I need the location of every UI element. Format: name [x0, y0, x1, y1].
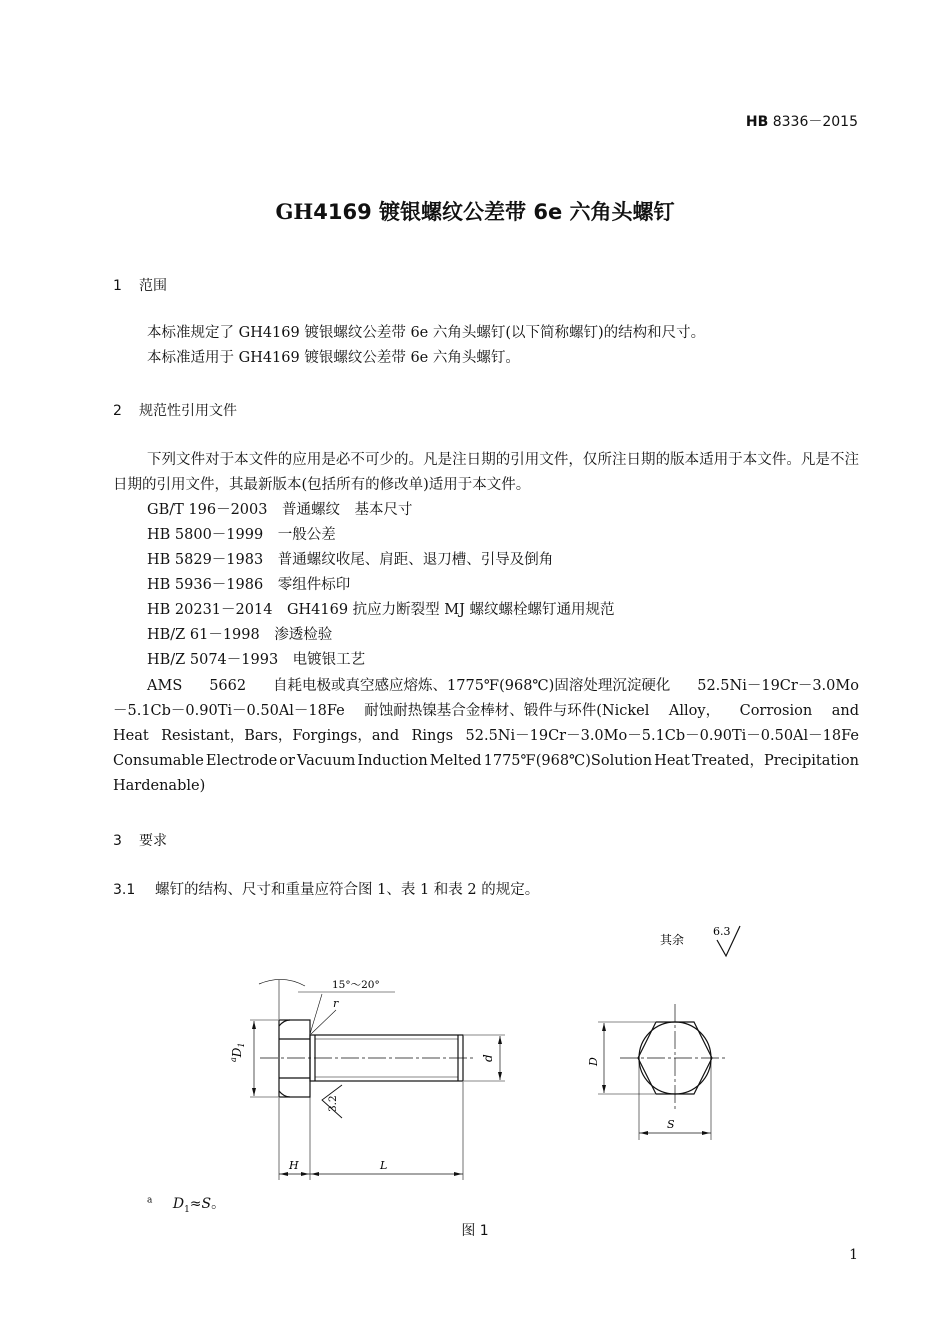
thread-diameter-label: d — [481, 1054, 495, 1062]
hex-dimension-arrows — [602, 1023, 710, 1135]
note-approx: ≈ — [189, 1196, 202, 1212]
ams-word: 52.5Ni－19Cr－3.0Mo－5.1Cb－0.90Ti－0.50Al－18Fe — [465, 728, 859, 744]
page-number: 1 — [849, 1247, 858, 1263]
fillet-radius-label: r — [333, 997, 339, 1010]
section-title: 范围 — [139, 278, 167, 294]
hex-width-label: S — [667, 1118, 675, 1131]
ams-word: Electrode — [205, 753, 278, 769]
bolt-head — [279, 1020, 310, 1097]
ams-word: Melted — [429, 753, 482, 769]
ams-word: Heat — [654, 753, 690, 769]
references-intro: 下列文件对于本文件的应用是必不可少的。凡是注日期的引用文件，仅所注日期的版本适用于本文件。凡是不注日期的引用文件，其最新版本(包括所有的修改单)适用于本文件。 — [113, 452, 859, 493]
standard-code-number: 8336－2015 — [768, 114, 858, 130]
ams-word: 52.5Ni－19Cr－3.0Mo — [697, 678, 859, 694]
clause-number: 3.1 — [113, 882, 136, 898]
title-prefix: GH — [275, 199, 314, 224]
scope-paragraph-1: 本标准规定了 GH4169 镀银螺纹公差带 6e 六角头螺钉(以下简称螺钉)的结构和尺寸。 — [147, 325, 706, 341]
ams-word: Corrosion — [739, 703, 813, 719]
ams-word: 5662 — [209, 678, 247, 694]
reference-item: HB/Z 5074－1993 电镀银工艺 — [147, 652, 366, 668]
roughness-value: 6.3 — [713, 925, 731, 938]
reference-item: HB 5800－1999 一般公差 — [147, 527, 336, 543]
section-title: 要求 — [139, 833, 167, 849]
ams-word: Vacuum — [296, 753, 356, 769]
ams-word: Hardenable) — [113, 778, 206, 794]
figure-note — [147, 1193, 225, 1215]
d1-sub: 1 — [237, 1042, 246, 1048]
ams-word: 1775℉(968℃)Solution — [483, 753, 653, 769]
ams-word: Resistant，Bars，Forgings，and — [161, 728, 400, 744]
roughness-3-2-label: 3.2 — [327, 1095, 339, 1112]
ams-word: 耐蚀耐热镍基合金棒材、锻件与环件(Nickel — [364, 703, 650, 719]
ams-word: and — [831, 703, 859, 719]
ams-word: Induction — [357, 753, 428, 769]
ams-word: Alloy， — [668, 703, 721, 719]
length-label: L — [380, 1159, 388, 1172]
roughness-remaining-label: 其余 — [660, 933, 685, 947]
d1-main: D — [230, 1047, 244, 1058]
clause-text: 螺钉的结构、尺寸和重量应符合图 1、表 1 和表 2 的规定。 — [155, 882, 540, 898]
note-s: S — [201, 1196, 212, 1212]
hex-end-view — [598, 1004, 728, 1140]
title-rest: 4169 镀银螺纹公差带 6e 六角头螺钉 — [313, 200, 675, 224]
ams-word: Treated，Precipitation — [691, 753, 859, 769]
d1-sup: a — [229, 1057, 238, 1062]
hex-diameter-label: D — [587, 1057, 600, 1066]
note-sub: 1 — [184, 1204, 190, 1215]
bolt-shank — [310, 1035, 463, 1081]
standard-code-prefix: HB — [745, 114, 769, 130]
scope-paragraph-2: 本标准适用于 GH4169 镀银螺纹公差带 6e 六角头螺钉。 — [147, 350, 520, 366]
ams-word: AMS — [147, 678, 183, 694]
ams-word: or — [279, 753, 295, 769]
angle-label: 15°～20° — [332, 979, 380, 991]
reference-item: GB/T 196－2003 普通螺纹 基本尺寸 — [147, 502, 413, 518]
head-diameter-label — [229, 1043, 246, 1063]
head-height-label: H — [289, 1159, 299, 1172]
section-title: 规范性引用文件 — [139, 403, 237, 419]
ams-word: －5.1Cb－0.90Ti－0.50Al－18Fe — [113, 703, 345, 719]
ams-word: Consumable — [113, 753, 204, 769]
reference-item: HB 5936－1986 零组件标印 — [147, 577, 351, 593]
note-end: 。 — [211, 1196, 226, 1212]
reference-item: HB 5829－1983 普通螺纹收尾、肩距、退刀槽、引导及倒角 — [147, 552, 554, 568]
note-d: D — [172, 1196, 185, 1212]
ams-word: Rings — [411, 728, 454, 744]
ams-word: 自耗电极或真空感应熔炼、1775℉(968℃)固溶处理沉淀硬化 — [273, 678, 671, 694]
section-number: 2 — [113, 403, 122, 419]
figure-caption: 图 1 — [461, 1223, 489, 1239]
section-number: 1 — [113, 278, 122, 294]
section-number: 3 — [113, 833, 122, 849]
dimension-arrows — [252, 1021, 502, 1176]
note-marker: a — [147, 1195, 153, 1206]
reference-item: HB/Z 61－1998 渗透检验 — [147, 627, 333, 643]
bolt-side-view — [250, 979, 505, 1180]
reference-item: HB 20231－2014 GH4169 抗应力断裂型 MJ 螺纹螺栓螺钉通用规范 — [147, 602, 615, 618]
ams-word: Heat — [113, 728, 149, 744]
